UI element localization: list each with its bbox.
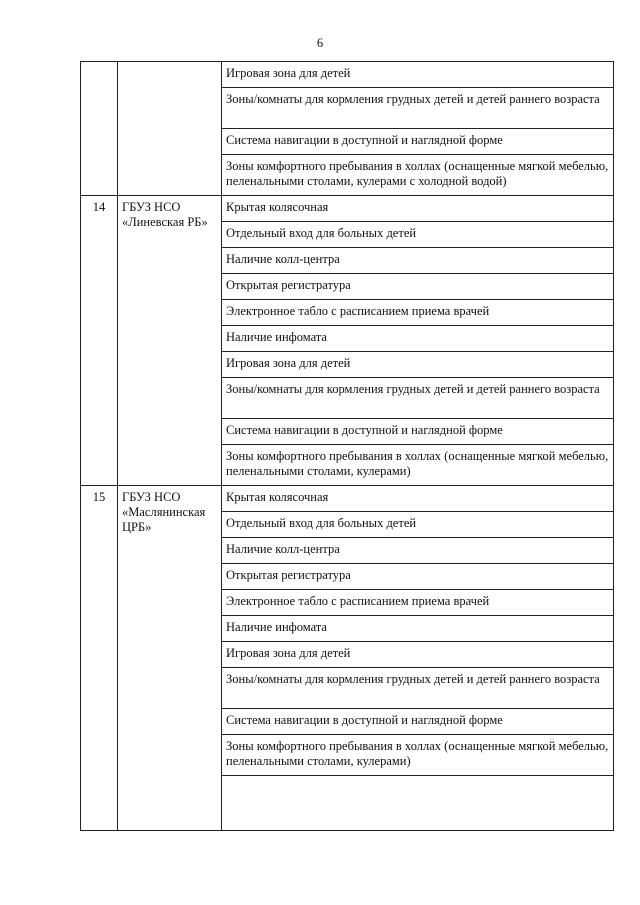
feature-item: Система навигации в доступной и наглядной форме <box>222 709 614 735</box>
feature-item: Наличие инфомата <box>222 326 614 352</box>
table-row <box>81 486 614 512</box>
organization-name: ГБУЗ НСО «Линевская РБ» <box>118 196 222 486</box>
feature-item: Зоны/комнаты для кормления грудных детей и детей раннего возраста <box>222 668 614 709</box>
feature-item: Система навигации в доступной и наглядной форме <box>222 419 614 445</box>
table-row <box>81 196 614 222</box>
feature-item: Отдельный вход для больных детей <box>222 222 614 248</box>
feature-item: Электронное табло с расписанием приема врачей <box>222 590 614 616</box>
feature-item: Наличие инфомата <box>222 616 614 642</box>
feature-item: Наличие колл-центра <box>222 538 614 564</box>
feature-item: Система навигации в доступной и наглядной форме <box>222 129 614 155</box>
feature-item: Крытая колясочная <box>222 196 614 222</box>
feature-item: Открытая регистратура <box>222 274 614 300</box>
organization-name: ГБУЗ НСО «Маслянинская ЦРБ» <box>118 486 222 831</box>
empty-cell <box>222 776 614 831</box>
row-number-cell <box>81 62 118 196</box>
page-number: 6 <box>316 36 324 50</box>
feature-item: Зоны комфортного пребывания в холлах (оснащенные мягкой мебелью, пеленальными столами, кулерами с холодной водой) <box>222 155 614 196</box>
feature-item: Наличие колл-центра <box>222 248 614 274</box>
feature-item: Крытая колясочная <box>222 486 614 512</box>
feature-item: Зоны комфортного пребывания в холлах (оснащенные мягкой мебелью, пеленальными столами, кулерами) <box>222 735 614 776</box>
row-number: 15 <box>81 486 118 831</box>
facilities-table <box>80 61 614 831</box>
feature-item: Зоны комфортного пребывания в холлах (оснащенные мягкой мебелью, пеленальными столами, кулерами) <box>222 445 614 486</box>
feature-item: Электронное табло с расписанием приема врачей <box>222 300 614 326</box>
row-number: 14 <box>81 196 118 486</box>
table-row <box>81 62 614 88</box>
feature-item: Игровая зона для детей <box>222 642 614 668</box>
feature-item: Игровая зона для детей <box>222 352 614 378</box>
feature-item: Открытая регистратура <box>222 564 614 590</box>
feature-item: Зоны/комнаты для кормления грудных детей и детей раннего возраста <box>222 378 614 419</box>
feature-item: Игровая зона для детей <box>222 62 614 88</box>
feature-item: Отдельный вход для больных детей <box>222 512 614 538</box>
organization-cell <box>118 62 222 196</box>
feature-item: Зоны/комнаты для кормления грудных детей и детей раннего возраста <box>222 88 614 129</box>
